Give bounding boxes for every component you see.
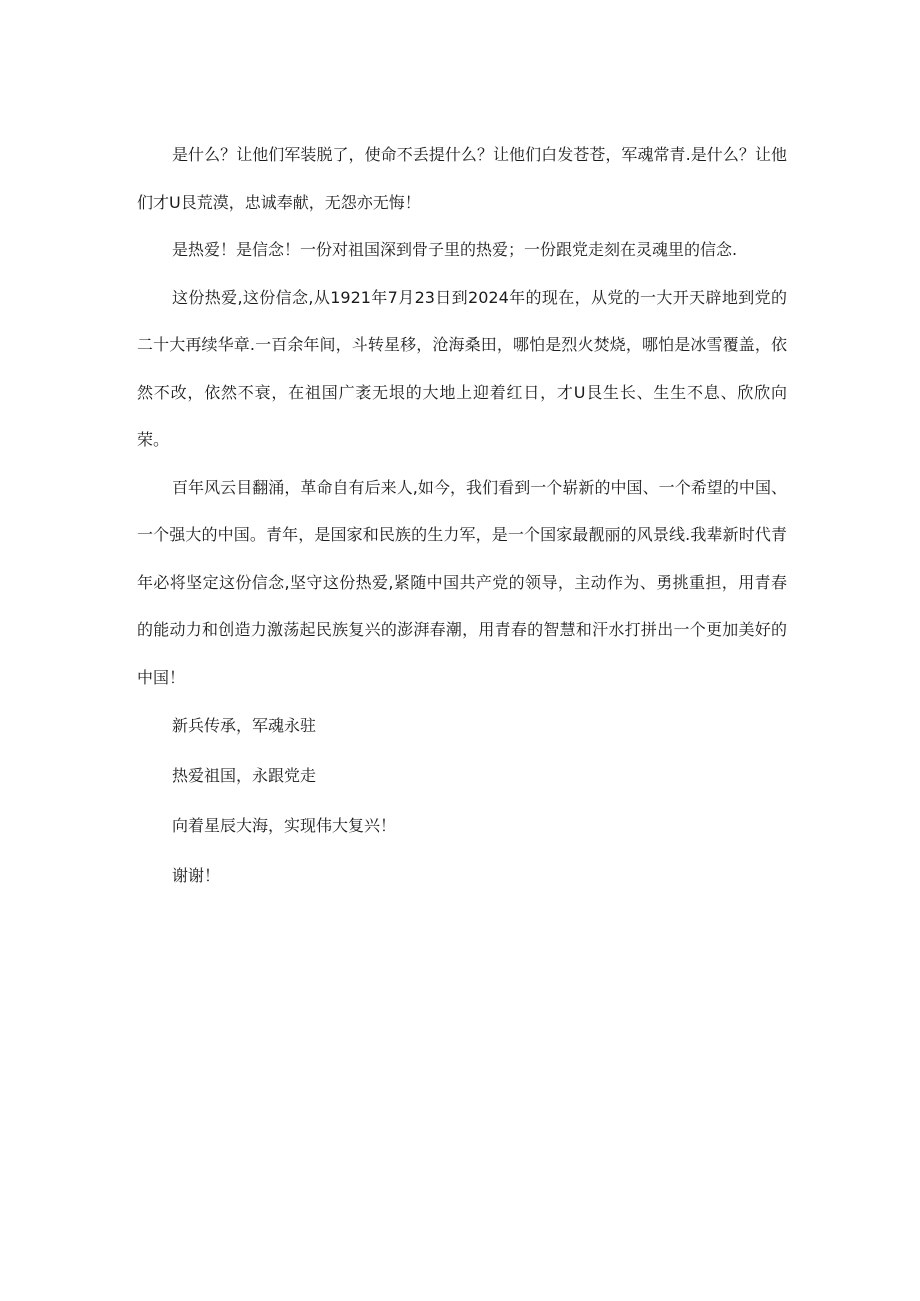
paragraph-3: 这份热爱,这份信念,从1921年7月23日到2024年的现在，从党的一大开天辟地到党的二十大再续华章.一百余年间，斗转星移，沧海桑田，哪怕是烈火焚烧，哪怕是冰雪覆盖，依然不改，依然不衰，在祖国广袤无垠的大地上迎着红日，才U艮生长、生生不息、欣欣向荣。 xyxy=(137,287,787,449)
paragraph-1: 是什么？让他们军装脱了，使命不丢提什么？让他们白发苍苍，军魂常青.是什么？让他们才U艮荒漠，忠诚奉献，无怨亦无悔！ xyxy=(137,145,787,212)
closing-line-thanks: 谢谢！ xyxy=(172,866,221,885)
paragraph-2: 是热爱！是信念！一份对祖国深到骨子里的热爱；一份跟党走刻在灵魂里的信念. xyxy=(172,240,738,259)
closing-line-3: 向着星辰大海，实现伟大复兴！ xyxy=(172,816,397,835)
closing-line-1: 新兵传承，军魂永驻 xyxy=(172,716,317,735)
document-body xyxy=(137,131,787,901)
closing-line-2: 热爱祖国，永跟党走 xyxy=(172,766,317,785)
paragraph-4: 百年风云目翻涌，革命自有后来人,如今，我们看到一个崭新的中国、一个希望的中国、一个强大的中国。青年，是国家和民族的生力军，是一个国家最靓丽的风景线.我辈新时代青年必将坚定这份信念,坚守这份热爱,紧随中国共产党的领导，主动作为、勇挑重担，用青春的能动力和创造力激荡起民族复兴的澎湃春潮，用青春的智慧和汗水打拼出一个更加美好的中国！ xyxy=(137,477,787,687)
